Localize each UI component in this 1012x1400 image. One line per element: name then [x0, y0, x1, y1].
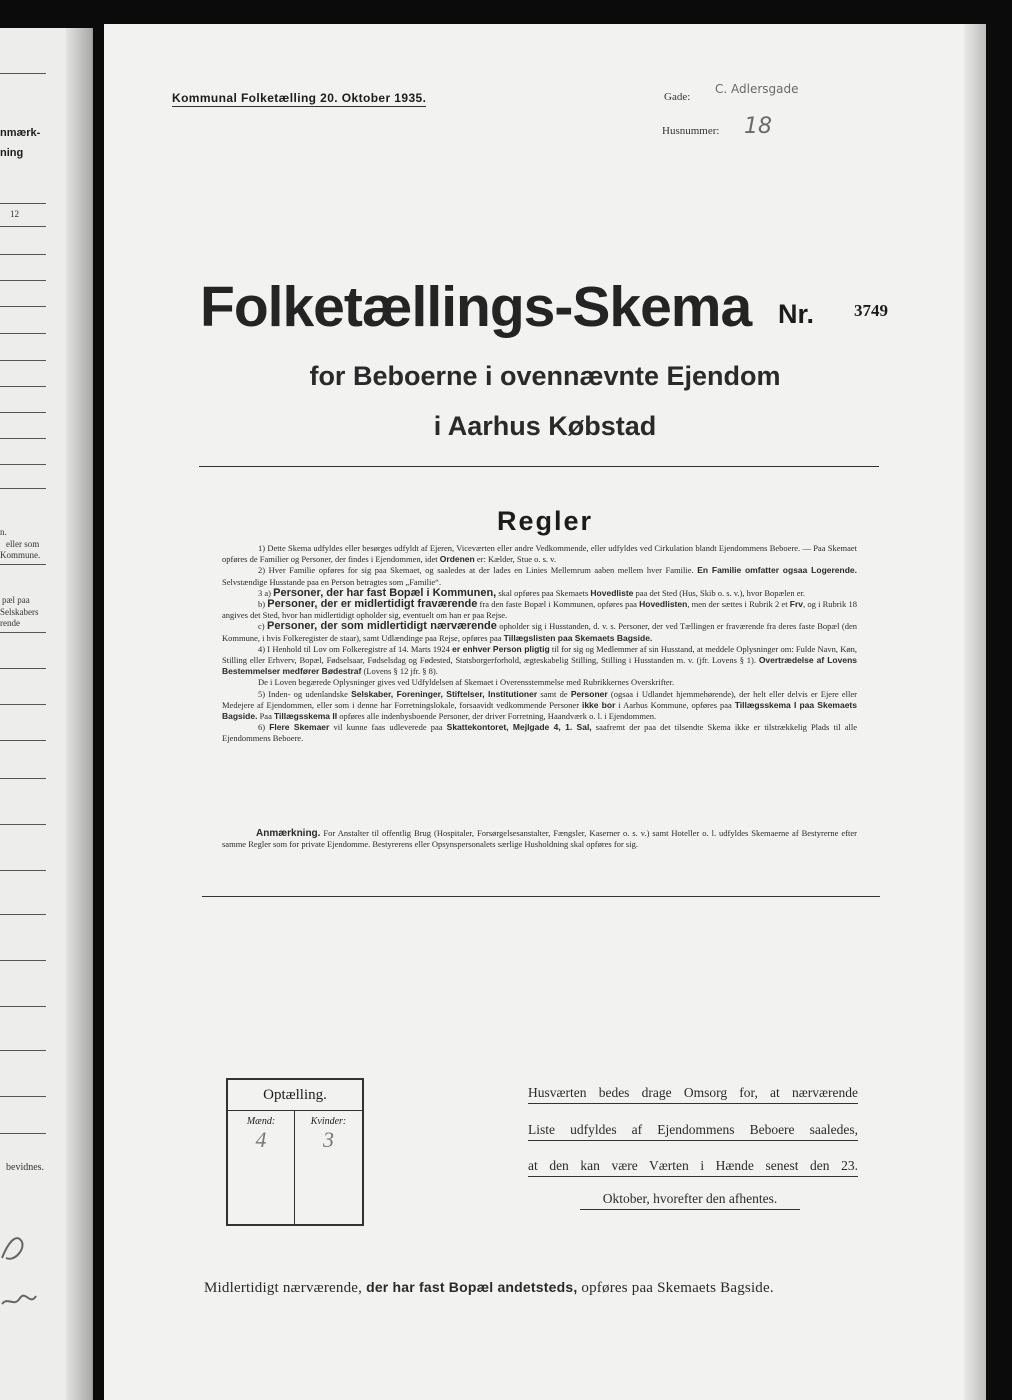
form-subtitle: for Beboerne i ovennævnte Ejendom [309, 361, 781, 391]
rule-3b: b) Personer, der er midlertidigt fraværende fra den faste Bopæl i Kommunen, opføres paa Hovedlisten, men der sættes i Rubrik 2 et Frv, og i Rubrik 18 angives det Sted, hvor han midlertidigt opholder sig, eventuelt om han er paa Rejse. [222, 598, 857, 621]
remark-label: Anmærkning. [256, 828, 321, 839]
form-number-label: Nr. [778, 299, 815, 329]
left-page-fragment [0, 28, 93, 1400]
women-column [295, 1111, 362, 1224]
form-number-value: 3749 [854, 301, 888, 320]
left-rule [0, 333, 46, 334]
left-rule [0, 73, 46, 74]
footer-note: Midlertidigt nærværende, der har fast Bopæl andetsteds, opføres paa Skemaets Bagside. [204, 1279, 774, 1296]
notice-line: Liste udfyldes af Ejendommens Beboere saaledes, [528, 1121, 858, 1141]
left-rule [0, 778, 46, 779]
left-signature-fragment [0, 1288, 40, 1312]
left-rule [0, 226, 46, 227]
page-edge [964, 24, 986, 1400]
count-box [226, 1078, 364, 1226]
rule-3a: 3 a) Personer, der har fast Bopæl i Kommunen, skal opføres paa Skemaets Hovedliste paa det Sted (Hus, Skib o. s. v.), hvor Bopælen er. [258, 586, 805, 599]
rule-3c: c) Personer, der som midlertidigt nærværende opholder sig i Husstanden, d. v. s. Personer, der ved Tællingen er fraværende fra deres faste Bopæl (den Kommune, i hvis Folkeregister de staar), samt Udlændinge paa Rejse, opføres paa Tillægslisten paa Skemaets Bagside. [222, 620, 857, 643]
rule-4b: De i Loven begærede Oplysninger gives ved Udfyldelsen af Skemaet i Overensstemmelse med Rubrikkernes Overskrifter. [258, 677, 675, 688]
page-gutter [66, 28, 92, 1400]
form-title: Folketællings-Skema [200, 275, 752, 339]
left-rule [0, 438, 46, 439]
left-rule [0, 412, 46, 413]
left-rule [0, 1006, 46, 1007]
left-rule [0, 203, 46, 204]
left-rule [0, 280, 46, 281]
left-rule [0, 870, 46, 871]
left-rule [0, 824, 46, 825]
left-fragment-text: n. [0, 527, 7, 537]
remark-text: Anmærkning. For Anstalter til offentlig Brug (Hospitaler, Forsørgelsesanstalter, Fængsler, Kaserner o. s. v.) samt Hoteller o. l. udfyldes Skemaerne af Bestyrerne efter samme Regler som for private Ejendomme. Bestyrerens eller Opsynspersonalets særlige Husholdning skal opføres for sig. [222, 828, 857, 850]
left-rule [0, 914, 46, 915]
left-rule [0, 960, 46, 961]
left-heading-2: ning [0, 147, 24, 159]
rule-4: 4) I Henhold til Lov om Folkeregistre af 14. Marts 1924 er enhver Person pligtig til for sig og Medlemmer af sin Husstand, at meddele Oplysninger om: Fulde Navn, Køn, Stilling eller Erhverv, Bopæl, Fødselsaar, Fødselsdag og Fødested, Statsborgerforhold, ægteskabelig Stilling, Stilling i Husstanden m. v. (jfr. Lovens § 1). Overtrædelse af Lovens Bestemmelser medfører Bødestraf (Lovens § 12 jfr. § 8). [222, 643, 857, 677]
left-fragment-text: Selskabers [0, 607, 39, 617]
divider [202, 896, 880, 897]
rule-1: 1) Dette Skema udfyldes eller besørges udfyldt af Ejeren, Viceværten eller andre Vedkommende, eller udfyldes ved Cirkulation blandt Ejendommens Beboere. — Paa Skemaet opføres de Familier og Personer, der findes i Ejendommen, idet Ordenen er: Kælder, Stue o. s. v. [222, 543, 857, 565]
left-rule [0, 668, 46, 669]
left-fragment-text: rende [0, 618, 20, 628]
rules-text [222, 543, 857, 745]
left-fragment-text: bevidnes. [6, 1162, 45, 1173]
men-count: 4 [255, 1127, 267, 1152]
left-rule [0, 740, 46, 741]
divider [199, 466, 879, 467]
notice-line: Husværten bedes drage Omsorg for, at nærværende [528, 1084, 858, 1104]
left-rule [0, 306, 46, 307]
left-signature-fragment [0, 1228, 30, 1268]
left-rule [0, 360, 46, 361]
left-rule [0, 632, 46, 633]
left-rule [0, 488, 46, 489]
left-rule [0, 464, 46, 465]
form-location: i Aarhus Købstad [433, 411, 657, 441]
left-fragment-text: eller som [6, 539, 40, 549]
rule-2: 2) Hver Familie opføres for sig paa Skemaet, og saaledes at der lades en Linies Mellemrum aaben mellem hver Familie. En Familie omfatter ogsaa Logerende. Selvstændige Husstande paa en Person betragtes som „Familie“. [222, 565, 857, 587]
rule-6: 6) Flere Skemaer vil kunne faas udleverede paa Skattekontoret, Mejlgade 4, 1. Sal, saafremt der paa det tilsendte Skema ikke er tilstrækkelig Plads til alle Ejendommens Beboere. [222, 722, 857, 744]
rule-5: 5) Inden- og udenlandske Selskaber, Foreninger, Stiftelser, Institutioner samt de Personer (ogsaa i Udlandet hjemmehørende), der helt eller delvis er Ejere eller Medejere af Ejendommen, eller som i denne har Forretningslokale, forsaavidt vedkommende Personer ikke bor i Aarhus Kommune, opføres paa Tillægsskema I paa Skemaets Bagside. Paa Tillægsskema II opføres alle indenbysboende Personer, der driver Forretning, Haandværk o. l. i Ejendommen. [222, 688, 857, 722]
left-fragment-text: Kommune. [0, 550, 41, 560]
left-rule [0, 386, 46, 387]
census-header: Kommunal Folketælling 20. Oktober 1935. [172, 91, 427, 105]
street-value: C. Adlersgade [715, 82, 799, 96]
left-heading-1: nmærk- [0, 127, 41, 139]
left-rule [0, 1133, 46, 1134]
men-column [228, 1111, 295, 1224]
women-count: 3 [323, 1127, 334, 1152]
count-box-title: Optælling. [228, 1080, 362, 1111]
census-form-page [104, 24, 986, 1400]
notice-line: at den kan være Værten i Hænde senest den 23. [528, 1157, 858, 1177]
left-rule [0, 1096, 46, 1097]
house-number-value: 18 [744, 114, 772, 139]
street-label: Gade: [664, 91, 691, 103]
notice-line: Oktober, hvorefter den afhentes. [580, 1190, 800, 1210]
left-column-number: 12 [10, 209, 19, 219]
left-rule [0, 254, 46, 255]
men-label: Mænd: [246, 1116, 276, 1127]
house-number-label: Husnummer: [662, 125, 720, 137]
women-label: Kvinder: [310, 1116, 347, 1127]
rules-heading: Regler [496, 506, 594, 536]
left-rule [0, 564, 46, 565]
left-rule [0, 704, 46, 705]
left-rule [0, 1050, 46, 1051]
left-fragment-text: pæl paa [2, 595, 30, 605]
